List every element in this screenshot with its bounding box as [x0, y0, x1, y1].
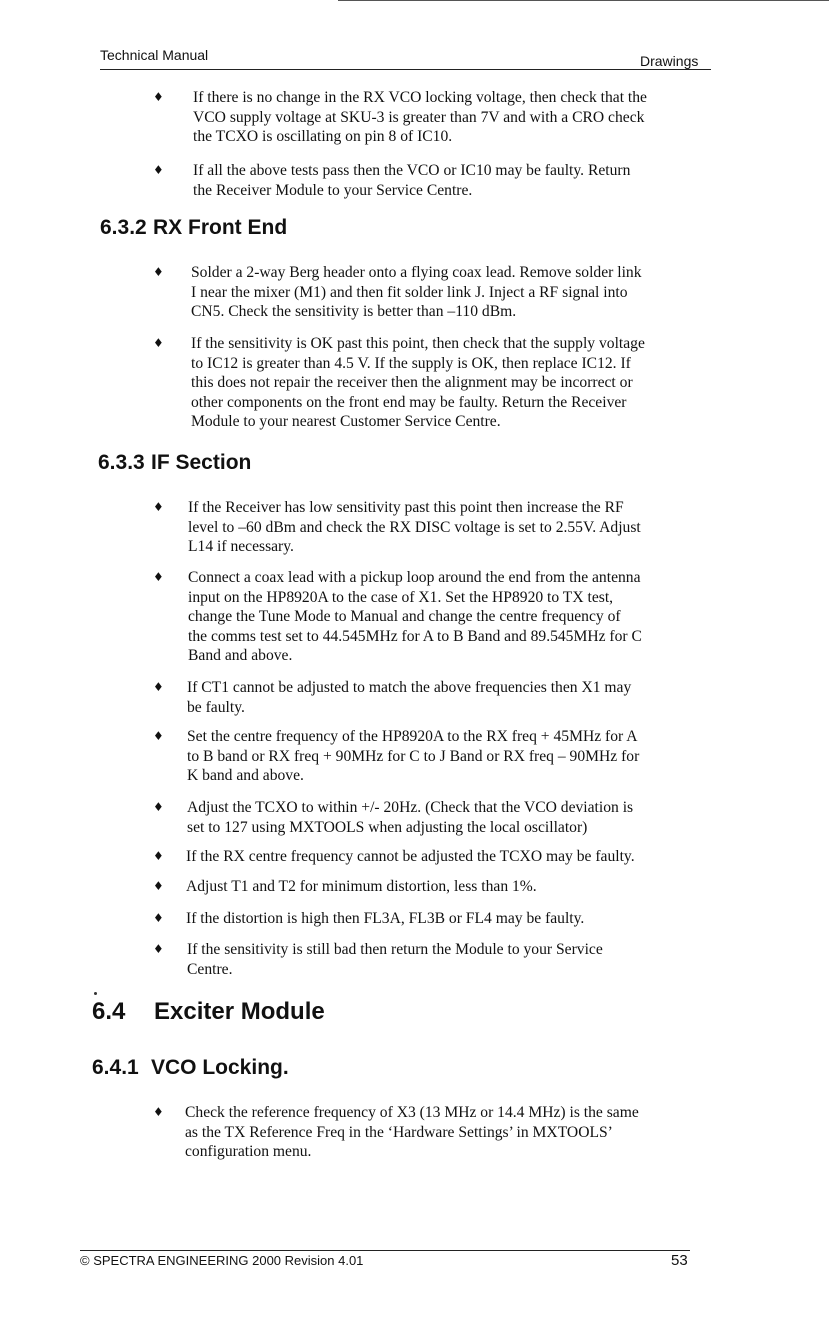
section-heading-6-4	[92, 998, 325, 1026]
section-title: RX Front End	[153, 216, 288, 239]
section-number: 6.3.2	[100, 216, 147, 239]
section-number: 6.3.3	[98, 451, 145, 474]
bullet-text: If all the above tests pass then the VCO or IC10 may be faulty. Return the Receiver Module to your Service Centre.	[193, 162, 631, 199]
section-title: Exciter Module	[154, 998, 325, 1025]
section-heading-6-4-1	[92, 1056, 289, 1080]
section-number: 6.4	[92, 998, 126, 1025]
header-rule	[100, 69, 711, 70]
footer-rule	[80, 1250, 690, 1251]
bullet-text: Connect a coax lead with a pickup loop around the end from the antenna input on the HP8920A to the case of X1. Set the HP8920 to TX test, change the Tune Mode to Manual and change the centre frequency of the comms test set to 44.545MHz for A to B Band and 89.545MHz for C Band and above.	[188, 569, 642, 664]
bullet-text: Adjust the TCXO to within +/- 20Hz. (Check that the VCO deviation is set to 127 using MXTOOLS when adjusting the local oscillator)	[187, 799, 634, 836]
section-title: VCO Locking.	[151, 1056, 289, 1079]
footer-copyright: © SPECTRA ENGINEERING 2000 Revision 4.01	[80, 1253, 364, 1268]
bullet-text: Adjust T1 and T2 for minimum distortion, less than 1%.	[186, 878, 537, 895]
diamond-bullet-icon: ♦	[153, 163, 164, 177]
diamond-bullet-icon: ♦	[153, 570, 164, 584]
header-section: Drawings	[640, 53, 699, 69]
diamond-bullet-icon: ♦	[153, 849, 164, 863]
speck	[94, 992, 97, 995]
page-number: 53	[671, 1252, 688, 1269]
diamond-bullet-icon: ♦	[153, 500, 164, 514]
diamond-bullet-icon: ♦	[153, 800, 164, 814]
top-edge-line	[338, 0, 829, 1]
section-heading-6-3-3	[98, 451, 251, 475]
section-number: 6.4.1	[92, 1056, 139, 1079]
bullet-text: If the Receiver has low sensitivity past this point then increase the RF level to –60 dBm and check the RX DISC voltage is set to 2.55V. Adjust L14 if necessary.	[188, 499, 641, 555]
bullet-text: If the sensitivity is OK past this point, then check that the supply voltage to IC12 is greater than 4.5 V. If the supply is OK, then replace IC12. If this does not repair the receiver then the alignment may be incorrect or other components on the front end may be faulty. Return the Receiver Module to your nearest Customer Service Centre.	[191, 335, 645, 430]
section-heading-6-3-2	[100, 216, 287, 240]
bullet-text: If the sensitivity is still bad then return the Module to your Service Centre.	[187, 941, 603, 978]
bullet-text: If there is no change in the RX VCO locking voltage, then check that the VCO supply voltage at SKU-3 is greater than 7V and with a CRO check the TCXO is oscillating on pin 8 of IC10.	[193, 89, 647, 145]
section-title: IF Section	[151, 451, 252, 474]
diamond-bullet-icon: ♦	[153, 265, 164, 279]
diamond-bullet-icon: ♦	[153, 911, 164, 925]
diamond-bullet-icon: ♦	[153, 942, 164, 956]
diamond-bullet-icon: ♦	[153, 680, 164, 694]
bullet-text: If CT1 cannot be adjusted to match the above frequencies then X1 may be faulty.	[187, 679, 632, 716]
bullet-text: If the distortion is high then FL3A, FL3B or FL4 may be faulty.	[186, 910, 585, 927]
diamond-bullet-icon: ♦	[153, 729, 164, 743]
bullet-text: If the RX centre frequency cannot be adjusted the TCXO may be faulty.	[186, 848, 635, 865]
diamond-bullet-icon: ♦	[153, 336, 164, 350]
bullet-text: Check the reference frequency of X3 (13 MHz or 14.4 MHz) is the same as the TX Reference Freq in the ‘Hardware Settings’ in MXTOOLS’ configuration menu.	[185, 1104, 639, 1160]
diamond-bullet-icon: ♦	[153, 90, 164, 104]
diamond-bullet-icon: ♦	[153, 1105, 164, 1119]
bullet-text: Set the centre frequency of the HP8920A to the RX freq + 45MHz for A to B band or RX freq + 90MHz for C to J Band or RX freq – 90MHz for K band and above.	[187, 728, 640, 784]
diamond-bullet-icon: ♦	[153, 879, 164, 893]
header-title: Technical Manual	[100, 47, 209, 63]
bullet-text: Solder a 2-way Berg header onto a flying coax lead. Remove solder link I near the mixer (M1) and then fit solder link J. Inject a RF signal into CN5. Check the sensitivity is better than –110 dBm.	[191, 264, 642, 320]
